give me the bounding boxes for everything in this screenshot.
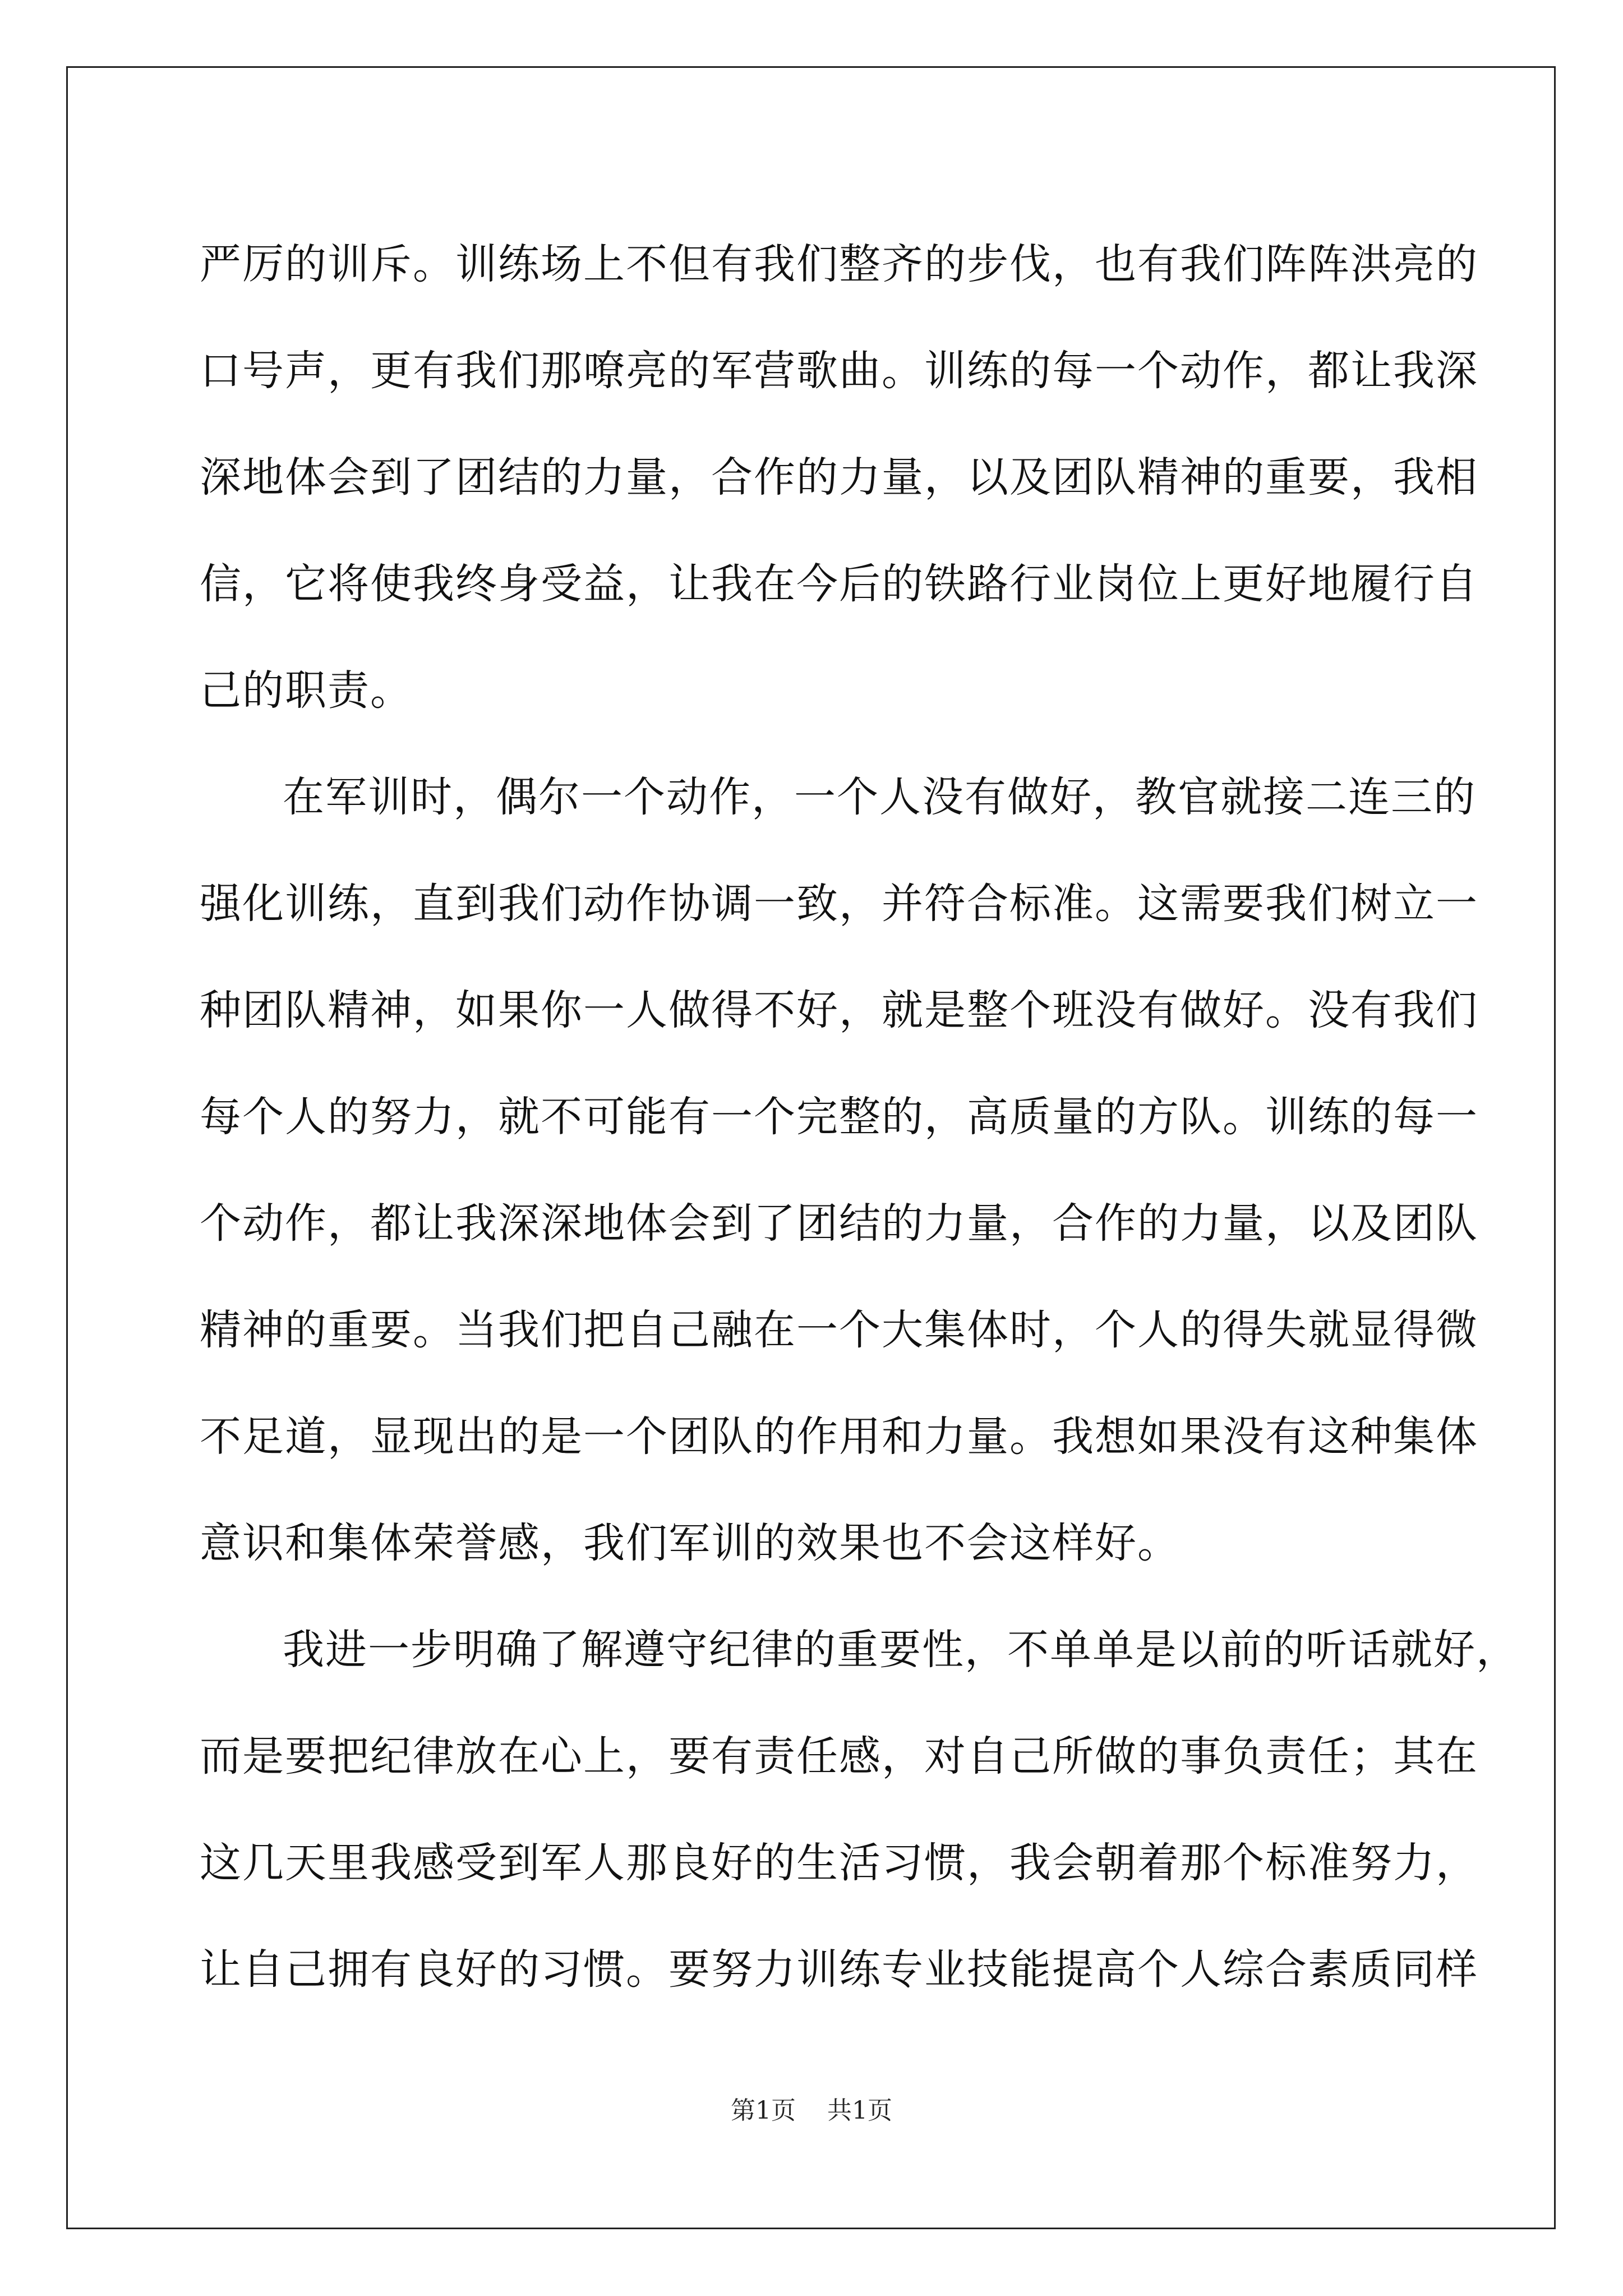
text-line: 而是要把纪律放在心上，要有责任感，对自己所做的事负责任；其在 <box>200 1732 1478 1780</box>
page-total: 共1页 <box>827 2096 892 2125</box>
text-line: 每个人的努力，就不可能有一个完整的，高质量的方队。训练的每一 <box>200 1093 1478 1141</box>
text-line: 口号声，更有我们那嘹亮的军营歌曲。训练的每一个动作，都让我深 <box>200 347 1478 395</box>
page-footer <box>0 2090 1623 2126</box>
document-body <box>200 211 1519 2023</box>
text-line: 不足道，显现出的是一个团队的作用和力量。我想如果没有这种集体 <box>200 1412 1478 1461</box>
page-number: 第1页 <box>731 2096 796 2125</box>
text-line: 意识和集体荣誉感，我们军训的效果也不会这样好。 <box>200 1519 1180 1567</box>
text-line: 己的职责。 <box>200 666 413 715</box>
text-line: 让自己拥有良好的习惯。要努力训练专业技能提高个人综合素质同样 <box>200 1945 1478 1994</box>
text-line: 精神的重要。当我们把自己融在一个大集体时，个人的得失就显得微 <box>200 1306 1478 1354</box>
text-line: 深地体会到了团结的力量，合作的力量，以及团队精神的重要，我相 <box>200 453 1478 501</box>
text-line: 种团队精神，如果你一人做得不好，就是整个班没有做好。没有我们 <box>200 986 1478 1034</box>
text-line: 这几天里我感受到军人那良好的生活习惯，我会朝着那个标准努力， <box>200 1839 1478 1887</box>
paragraph-first-line: 在军训时，偶尔一个动作，一个人没有做好，教官就接二连三的 <box>283 773 1476 821</box>
text-line: 信，它将使我终身受益，让我在今后的铁路行业岗位上更好地履行自 <box>200 560 1478 608</box>
text-line: 严厉的训斥。训练场上不但有我们整齐的步伐，也有我们阵阵洪亮的 <box>200 240 1478 288</box>
text-line: 个动作，都让我深深地体会到了团结的力量，合作的力量，以及团队 <box>200 1199 1478 1248</box>
paragraph-first-line: 我进一步明确了解遵守纪律的重要性，不单单是以前的听话就好， <box>283 1626 1519 1674</box>
text-line: 强化训练，直到我们动作协调一致，并符合标准。这需要我们树立一 <box>200 880 1478 928</box>
